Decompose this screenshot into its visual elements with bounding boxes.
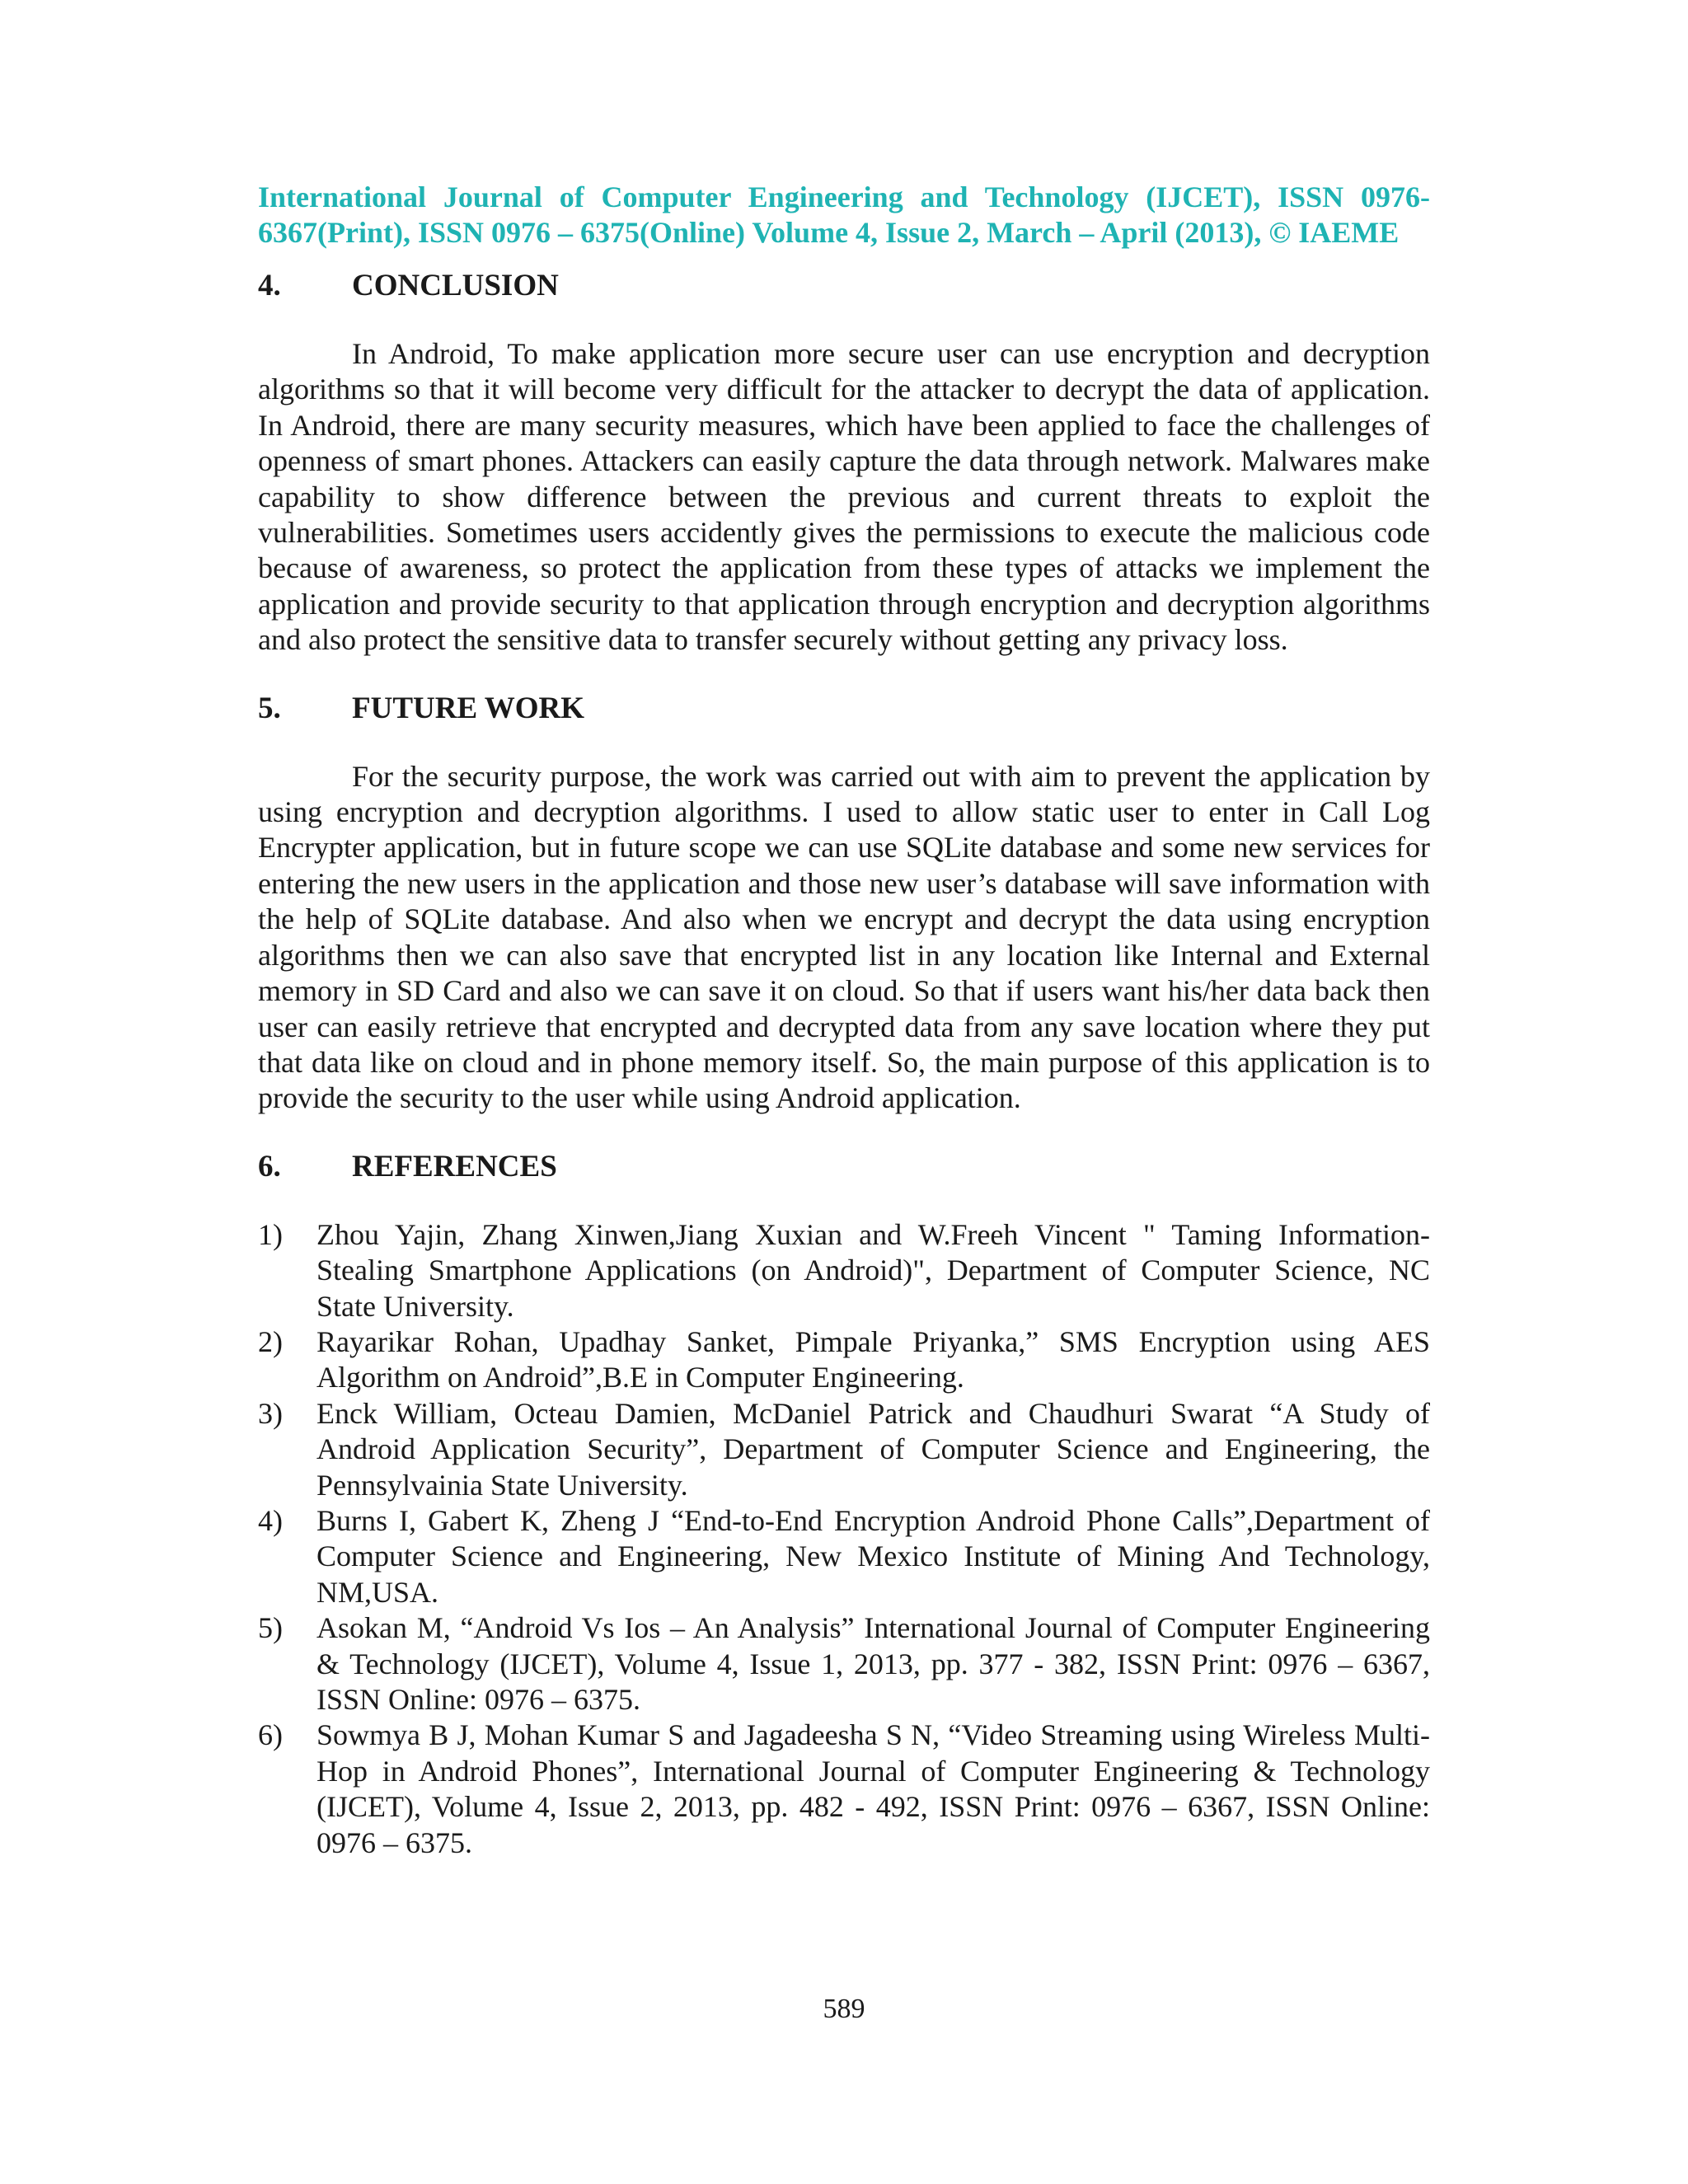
- reference-item: [258, 1718, 1430, 1861]
- reference-number: 5): [258, 1611, 283, 1645]
- reference-number: 4): [258, 1503, 283, 1537]
- section-title: CONCLUSION: [352, 269, 559, 302]
- reference-text: Enck William, Octeau Damien, McDaniel Patrick and Chaudhuri Swarat “A Study of Android Application Security”, Department of Computer Science and Engineering, the Pennsylvainia State University.: [316, 1396, 1430, 1502]
- paper-page: [258, 180, 1430, 1861]
- section-heading-conclusion: [258, 268, 1430, 304]
- reference-item: [258, 1396, 1430, 1503]
- reference-number: 1): [258, 1217, 283, 1251]
- reference-item: [258, 1503, 1430, 1610]
- reference-item: [258, 1217, 1430, 1324]
- reference-number: 2): [258, 1324, 283, 1358]
- section-title: FUTURE WORK: [352, 691, 584, 725]
- future-work-paragraph: For the security purpose, the work was carried out with aim to prevent the application by using encryption and decryption algorithms. I used to allow static user to enter in Call Log Encrypter application, but in future scope we can use SQLite database and some new services for entering the new users in the application and those new user’s database will save information with the help of SQLite database. And also when we encrypt and decrypt the data using encryption algorithms then we can also save that encrypted list in any location like Internal and External memory in SD Card and also we can save it on cloud. So that if users want his/her data back then user can easily retrieve that encrypted and decrypted data from any save location where they put that data like on cloud and in phone memory itself. So, the main purpose of this application is to provide the security to the user while using Android application.: [258, 759, 1430, 1115]
- page-number: 589: [823, 1994, 865, 2024]
- section-number: 5.: [258, 691, 281, 725]
- journal-header: International Journal of Computer Engineering and Technology (IJCET), ISSN 0976-6367(Print), ISSN 0976 – 6375(Online) Volume 4, Issue 2, March – April (2013), © IAEME: [258, 180, 1430, 249]
- reference-item: [258, 1610, 1430, 1718]
- reference-text: Sowmya B J, Mohan Kumar S and Jagadeesha S N, “Video Streaming using Wireless Multi-Hop in Android Phones”, International Journal of Computer Engineering & Technology (IJCET), Volume 4, Issue 2, 2013, pp. 482 - 492, ISSN Print: 0976 – 6367, ISSN Online: 0976 – 6375.: [316, 1718, 1430, 1859]
- reference-item: [258, 1324, 1430, 1396]
- reference-text: Burns I, Gabert K, Zheng J “End-to-End Encryption Android Phone Calls”,Department of Computer Science and Engineering, New Mexico Institute of Mining And Technology, NM,USA.: [316, 1503, 1430, 1609]
- conclusion-paragraph: In Android, To make application more secure user can use encryption and decryption algorithms so that it will become very difficult for the attacker to decrypt the data of application. In Android, there are many security measures, which have been applied to face the challenges of openness of smart phones. Attackers can easily capture the data through network. Malwares make capability to show difference between the previous and current threats to exploit the vulnerabilities. Sometimes users accidently gives the permissions to execute the malicious code because of awareness, so protect the application from these types of attacks we implement the application and provide security to that application through encryption and decryption algorithms and also protect the sensitive data to transfer securely without getting any privacy loss.: [258, 337, 1430, 657]
- reference-text: Rayarikar Rohan, Upadhay Sanket, Pimpale Priyanka,” SMS Encryption using AES Algorithm on Android”,B.E in Computer Engineering.: [316, 1324, 1430, 1394]
- section-heading-future-work: [258, 691, 1430, 727]
- reference-text: Asokan M, “Android Vs Ios – An Analysis” International Journal of Computer Engineering & Technology (IJCET), Volume 4, Issue 1, 2013, pp. 377 - 382, ISSN Print: 0976 – 6367, ISSN Online: 0976 – 6375.: [316, 1611, 1430, 1716]
- section-number: 4.: [258, 269, 281, 302]
- section-heading-references: [258, 1149, 1430, 1185]
- reference-list: [258, 1217, 1430, 1861]
- reference-text: Zhou Yajin, Zhang Xinwen,Jiang Xuxian and W.Freeh Vincent " Taming Information-Stealing Smartphone Applications (on Android)", Department of Computer Science, NC State University.: [316, 1217, 1430, 1323]
- reference-number: 3): [258, 1396, 283, 1430]
- section-number: 6.: [258, 1149, 281, 1183]
- section-title: REFERENCES: [352, 1149, 557, 1183]
- reference-number: 6): [258, 1718, 283, 1752]
